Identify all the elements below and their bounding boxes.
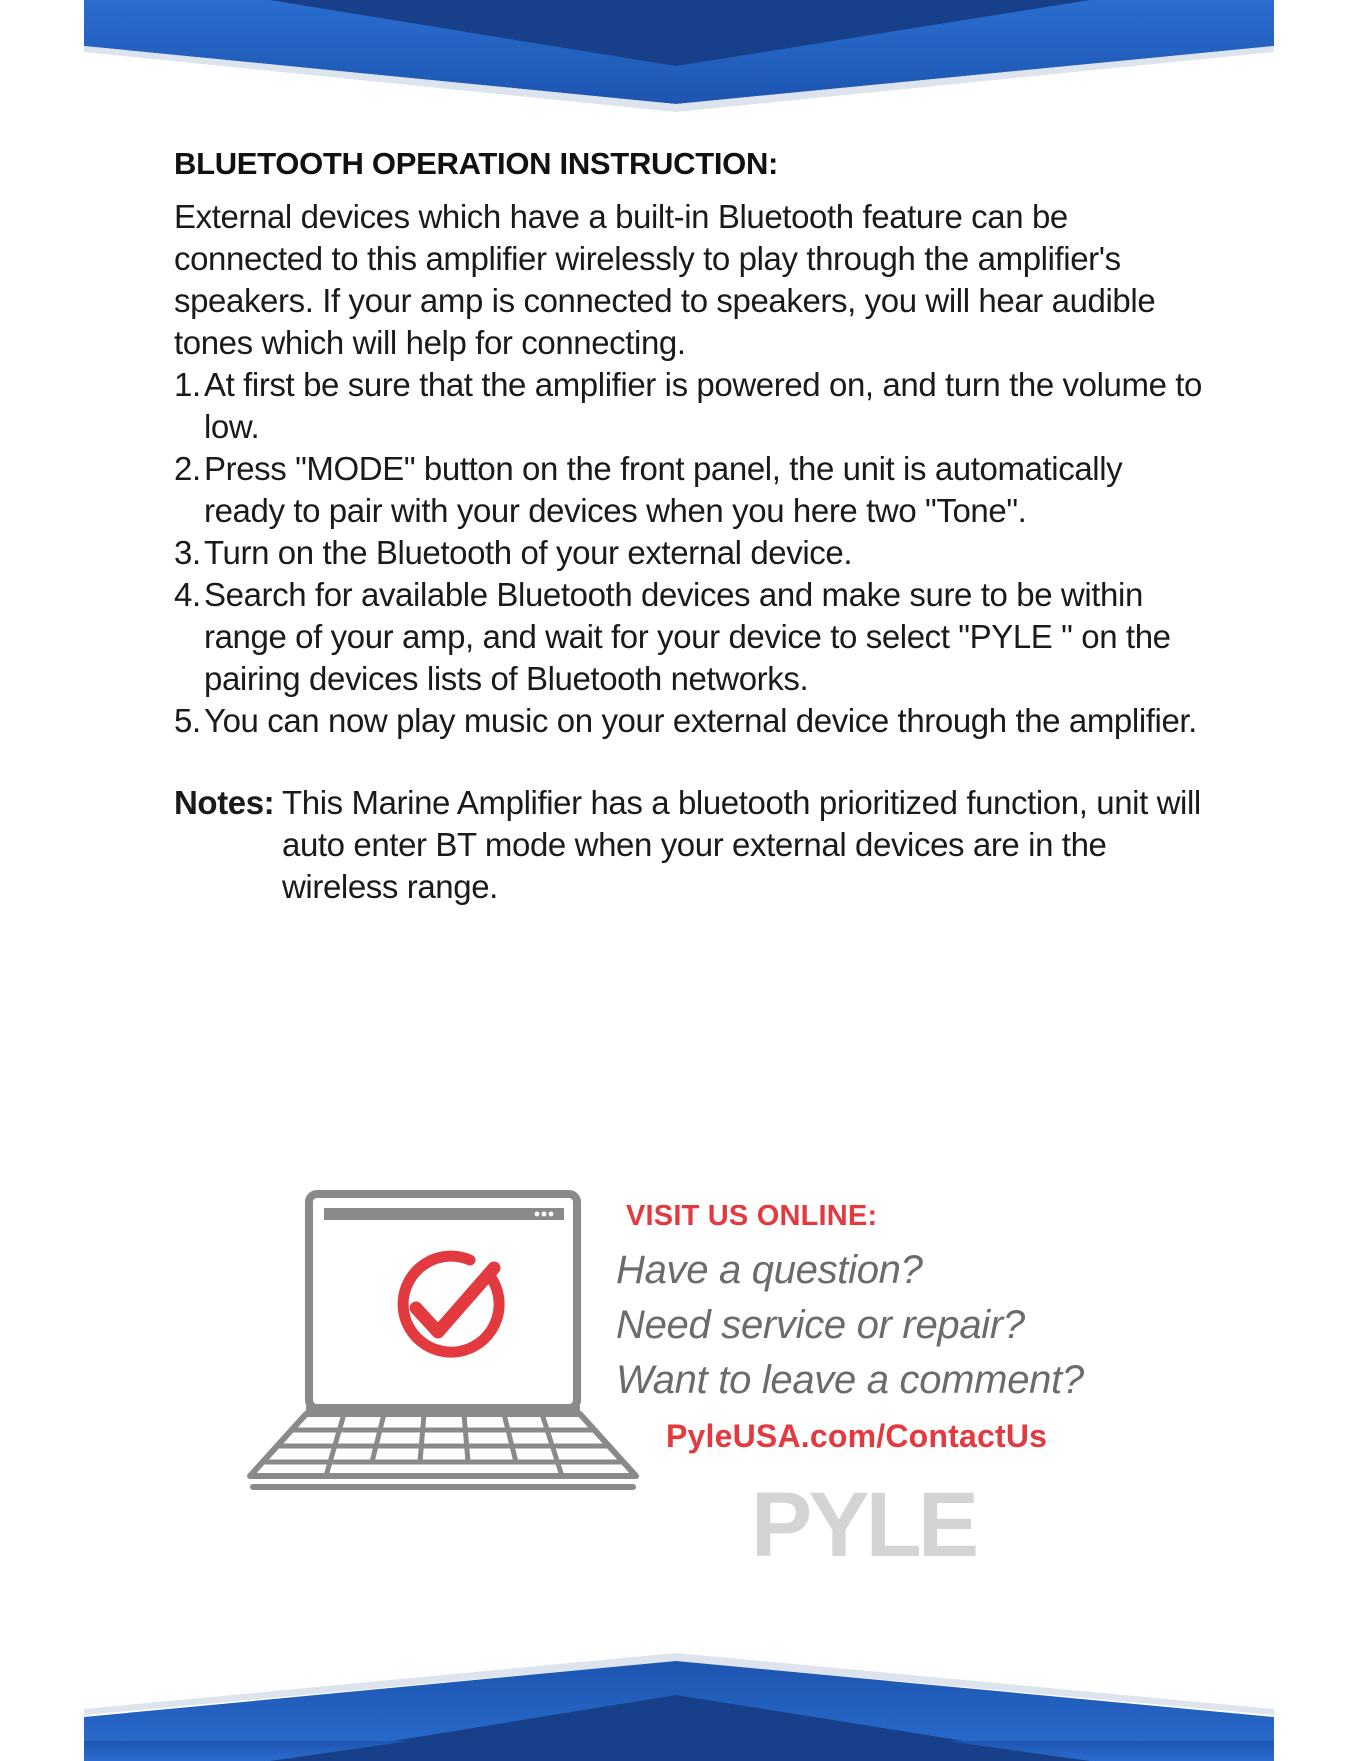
question-line: Need service or repair? xyxy=(616,1303,1025,1347)
step-text: At first be sure that the amplifier is powered on, and turn the volume to low. xyxy=(204,366,1203,445)
svg-text:PYLE: PYLE xyxy=(750,1480,976,1562)
visit-online-heading: VISIT US ONLINE: xyxy=(626,1200,878,1232)
question-line: Have a question? xyxy=(616,1248,923,1292)
instruction-step xyxy=(174,532,1204,574)
contact-us-link[interactable]: PyleUSA.com/ContactUs xyxy=(666,1418,1048,1454)
notes-label: Notes: xyxy=(174,784,275,821)
checkmark-icon xyxy=(403,1256,499,1352)
step-number: 2. xyxy=(174,450,201,487)
step-number: 5. xyxy=(174,702,201,739)
step-text: Search for available Bluetooth devices and make sure to be within range of your amp, and wait for your device to select "PYLE " on the pairing devices lists of Bluetooth networks. xyxy=(204,576,1171,697)
step-number: 4. xyxy=(174,576,201,613)
instruction-steps xyxy=(174,364,1204,742)
notes-section xyxy=(174,782,1204,908)
bluetooth-instructions xyxy=(174,146,1204,908)
instructions-heading: BLUETOOTH OPERATION INSTRUCTION: xyxy=(174,146,779,181)
instruction-step xyxy=(174,574,1204,700)
laptop-icon xyxy=(244,1188,644,1494)
bottom-decorative-band xyxy=(0,1645,1361,1761)
instructions-intro: External devices which have a built-in Bluetooth feature can be connected to this amplifier wirelessly to play through the amplifier's speakers. If your amp is connected to speakers, you will hear audible tones which will help for connecting. xyxy=(174,198,1156,361)
menu-dots-icon xyxy=(535,1212,554,1217)
notes-text: This Marine Amplifier has a bluetooth prioritized function, unit will auto enter BT mode when your external devices are in the wireless range. xyxy=(282,784,1201,905)
pyle-logo xyxy=(740,1480,986,1562)
top-decorative-band xyxy=(0,0,1361,115)
instruction-step xyxy=(174,700,1204,742)
step-text: Press "MODE" button on the front panel, the unit is automatically ready to pair with your devices when you here two "Tone". xyxy=(204,450,1123,529)
instruction-step xyxy=(174,448,1204,532)
question-line: Want to leave a comment? xyxy=(616,1358,1084,1402)
step-number: 3. xyxy=(174,534,201,571)
step-number: 1. xyxy=(174,366,201,403)
step-text: You can now play music on your external device through the amplifier. xyxy=(204,702,1197,739)
instruction-step xyxy=(174,364,1204,448)
step-text: Turn on the Bluetooth of your external device. xyxy=(204,534,853,571)
